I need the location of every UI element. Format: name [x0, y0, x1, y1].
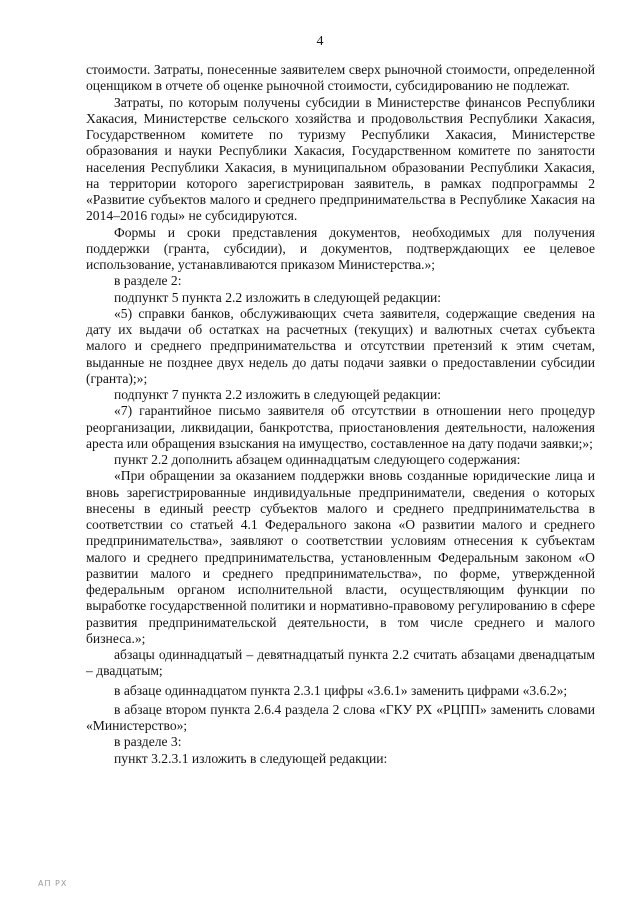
paragraph-9: пункт 2.2 дополнить абзацем одиннадцатым следующего содержания:: [114, 452, 521, 467]
paragraph-5: подпункт 5 пункта 2.2 изложить в следующей редакции:: [114, 289, 442, 305]
page-number: 4: [316, 34, 324, 49]
paragraph-10: «При обращении за оказанием поддержки вновь созданные юридические лица и вновь зарегистрированные индивидуальные предприниматели, сведения о которых внесены в единый реестр субъектов малого и среднего предпринимательства в соответствии со статьей 4.1 Федерального закона «О развитии малого и среднего предпринимательства», заявляют о соответствии условиям отнесения к субъектам малого и среднего предпринимательства, установленным Федеральным законом «О развитии малого и среднего предпринимательства», по форме, утвержденной федеральным органом исполнительной власти, осуществляющим функции по выработке государственной политики и нормативно-правовому регулированию в сфере развития предпринимательской деятельности, в том числе среднего и малого бизнеса.»;: [86, 468, 595, 646]
paragraph-7: подпункт 7 пункта 2.2 изложить в следующей редакции:: [114, 387, 442, 402]
paragraph-6: «5) справки банков, обслуживающих счета заявителя, содержащие сведения на дату их выдачи об остатках на расчетных (текущих) и валютных счетах субъекта малого и среднего предпринимательства и отсутствии претензий к этим счетам, выданные не позднее двух недель до даты подачи заявки о предоставлении субсидии (гранта);»;: [86, 305, 595, 386]
paragraph-14: в разделе 3:: [114, 734, 182, 750]
document-body: [86, 62, 595, 767]
paragraph-13: в абзаце втором пункта 2.6.4 раздела 2 слова «ГКУ РХ «РЦПП» заменить словами «Министерство»;: [86, 701, 595, 733]
paragraph-15: пункт 3.2.3.1 изложить в следующей редакции:: [114, 750, 388, 766]
paragraph-11: абзацы одиннадцатый – девятнадцатый пункта 2.2 считать абзацами двенадцатым – двадцатым;: [86, 647, 595, 679]
paragraph-12: в абзаце одиннадцатом пункта 2.3.1 цифры «3.6.1» заменить цифрами «3.6.2»;: [114, 682, 568, 698]
paragraph-4: в разделе 2:: [114, 273, 182, 289]
paragraph-1: стоимости. Затраты, понесенные заявителем сверх рыночной стоимости, определенной оценщиком в отчете об оценке рыночной стоимости, субсидированию не подлежат.: [86, 62, 595, 94]
paragraph-8: «7) гарантийное письмо заявителя об отсутствии в отношении него процедур реорганизации, ликвидации, банкротства, приостановления деятельности, наложения ареста или обращения взыскания на имущество, составленное на дату подачи заявки;»;: [86, 403, 595, 451]
paragraph-2: Затраты, по которым получены субсидии в Министерстве финансов Республики Хакасия, Министерстве сельского хозяйства и продовольствия Республики Хакасия, Государственном комитете по туризму Республики Хакасия, Министерстве образования и науки Республики Хакасия, Государственном комитете по занятости населения Республики Хакасия, в муниципальном образовании Республики Хакасия, на территории которого зарегистрирован заявитель, в рамках подпрограммы 2 «Развитие субъектов малого и среднего предпринимательства в Республике Хакасия на 2014–2016 годы» не субсидируются.: [86, 94, 595, 224]
paragraph-3: Формы и сроки представления документов, необходимых для получения поддержки (гранта, субсидии), и документов, подтверждающих ее целевое использование, устанавливаются приказом Министерства.»;: [86, 224, 595, 272]
footer-mark: АП РХ: [38, 879, 68, 888]
